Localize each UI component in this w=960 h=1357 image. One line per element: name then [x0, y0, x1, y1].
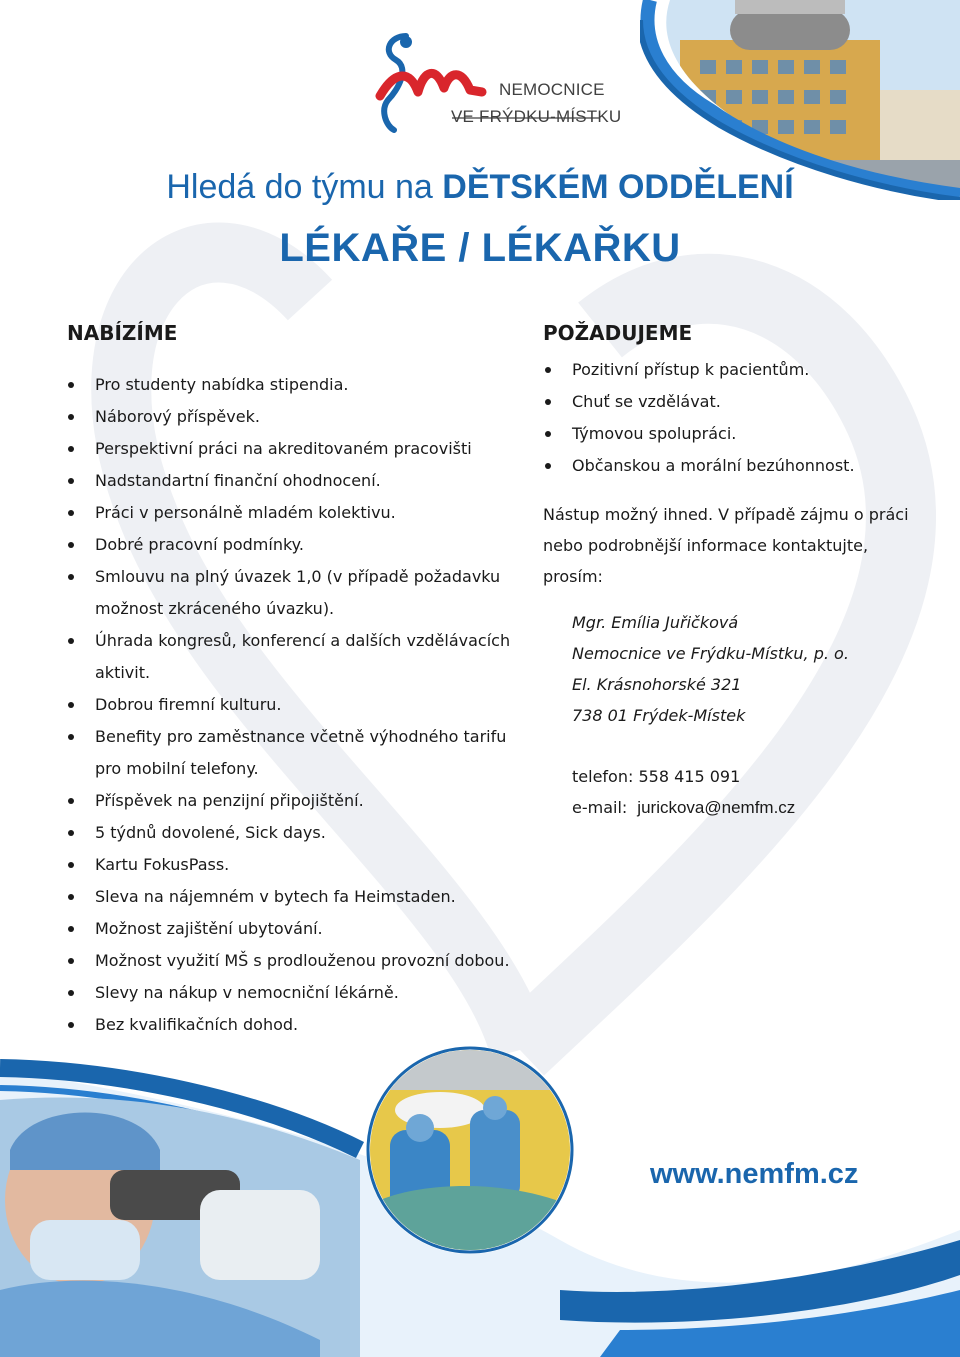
- headline-prefix: Hledá do týmu na: [166, 168, 443, 206]
- list-item: Benefity pro zaměstnance včetně výhodného tarifu pro mobilní telefony.: [66, 721, 516, 785]
- contact-block: [572, 607, 932, 731]
- list-item: Slevy na nákup v nemocniční lékárně.: [66, 977, 516, 1009]
- phone-label: telefon:: [572, 767, 634, 786]
- contact-city: 738 01 Frýdek-Místek: [572, 706, 746, 725]
- list-item: Práci v personálně mladém kolektivu.: [66, 497, 516, 529]
- email-link[interactable]: jurickova@nemfm.cz: [637, 798, 796, 817]
- list-item: Příspěvek na penzijní připojištění.: [66, 785, 516, 817]
- logo-text-line2: VE FRÝDKU-MÍSTKU: [451, 107, 622, 126]
- list-item: Občanskou a morální bezúhonnost.: [543, 450, 923, 482]
- contact-name: Mgr. Emília Juřičková: [572, 613, 739, 632]
- list-item: Smlouvu na plný úvazek 1,0 (v případě požadavku možnost zkráceného úvazku).: [66, 561, 516, 625]
- bottom-decoration: [0, 1040, 960, 1357]
- requirements-list: [543, 354, 923, 482]
- list-item: Dobré pracovní podmínky.: [66, 529, 516, 561]
- list-item: 5 týdnů dovolené, Sick days.: [66, 817, 516, 849]
- contact-organization: Nemocnice ve Frýdku-Místku, p. o.: [572, 644, 849, 663]
- headline-department: DĚTSKÉM ODDĚLENÍ: [442, 168, 794, 206]
- email-label: e-mail:: [572, 798, 628, 817]
- offer-list: [66, 369, 516, 1041]
- list-item: Perspektivní práci na akreditovaném pracovišti: [66, 433, 516, 465]
- contact-phone: [572, 761, 740, 792]
- list-item: Sleva na nájemném v bytech fa Heimstaden.: [66, 881, 516, 913]
- list-item: Možnost využití MŠ s prodlouženou provozní dobou.: [66, 945, 516, 977]
- list-item: Úhrada kongresů, konferencí a dalších vzdělávacích aktivit.: [66, 625, 516, 689]
- list-item: Nadstandartní finanční ohodnocení.: [66, 465, 516, 497]
- position-title: LÉKAŘE / LÉKAŘKU: [279, 226, 681, 270]
- contact-street: El. Krásnohorské 321: [572, 675, 742, 694]
- list-item: Dobrou firemní kulturu.: [66, 689, 516, 721]
- list-item: Pro studenty nabídka stipendia.: [66, 369, 516, 401]
- list-item: Pozitivní přístup k pacientům.: [543, 354, 923, 386]
- offer-section-title: NABÍZÍME: [67, 321, 178, 345]
- website-link[interactable]: www.nemfm.cz: [650, 1158, 859, 1190]
- list-item: Chuť se vzdělávat.: [543, 386, 923, 418]
- list-item: Náborový příspěvek.: [66, 401, 516, 433]
- contact-email: [572, 792, 795, 823]
- requirements-section-title: POŽADUJEME: [543, 321, 693, 345]
- phone-number[interactable]: 558 415 091: [638, 767, 741, 786]
- logo-text-line1: NEMOCNICE: [499, 80, 605, 99]
- list-item: Kartu FokusPass.: [66, 849, 516, 881]
- list-item: Možnost zajištění ubytování.: [66, 913, 516, 945]
- headline: [0, 168, 960, 207]
- list-item: Bez kvalifikačních dohod.: [66, 1009, 516, 1041]
- start-info-text: Nástup možný ihned. V případě zájmu o práci nebo podrobnější informace kontaktujte, prosím:: [543, 505, 909, 586]
- list-item: Týmovou spolupráci.: [543, 418, 923, 450]
